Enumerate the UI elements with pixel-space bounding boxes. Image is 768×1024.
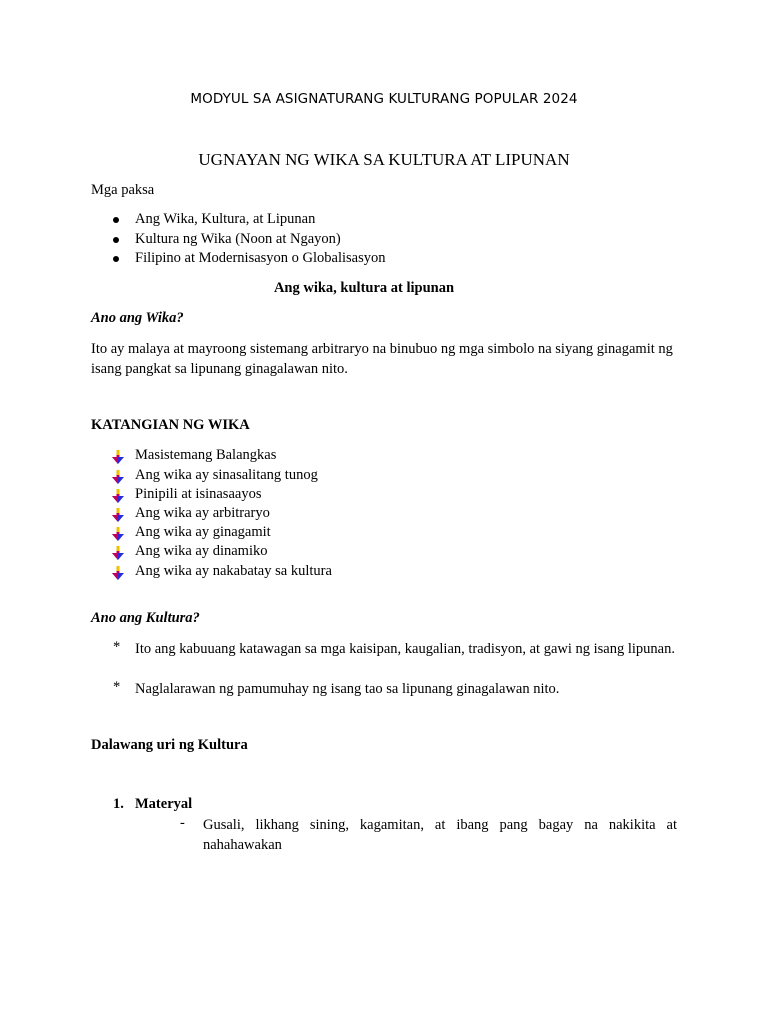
topic-item: Filipino at Modernisasyon o Globalisasyon <box>91 250 677 270</box>
topics-label: Mga paksa <box>91 182 155 198</box>
katangian-item: Masistemang Balangkas <box>91 447 677 467</box>
asterisk-bullet-icon: * <box>113 679 121 695</box>
katangian-item: Ang wika ay sinasalitang tunog <box>91 467 677 487</box>
uri-item-label: Materyal <box>135 796 193 812</box>
bullet-icon <box>113 256 119 262</box>
kultura-question: Ano ang Kultura? <box>91 610 200 626</box>
page-title: UGNAYAN NG WIKA SA KULTURA AT LIPUNAN <box>198 150 570 169</box>
arrow-bullet-icon <box>112 546 124 560</box>
uri-item <box>91 796 677 816</box>
uri-heading: Dalawang uri ng Kultura <box>91 737 248 753</box>
katangian-item: Ang wika ay arbitraryo <box>91 505 677 525</box>
topic-item: Kultura ng Wika (Noon at Ngayon) <box>91 231 677 251</box>
arrow-bullet-icon <box>112 489 124 503</box>
arrow-bullet-icon <box>112 566 124 580</box>
asterisk-bullet-icon: * <box>113 639 121 655</box>
item-number: 1. <box>113 796 124 812</box>
kultura-item: * Naglalarawan ng pamumuhay ng isang tao sa lipunang ginagalawan nito. <box>113 679 560 697</box>
topic-item: Ang Wika, Kultura, at Lipunan <box>91 211 677 231</box>
bullet-icon <box>113 217 119 223</box>
katangian-item: Pinipili at isinasaayos <box>91 486 677 506</box>
dash-bullet-icon: - <box>180 815 185 831</box>
bullet-icon <box>113 237 119 243</box>
wika-definition: Ito ay malaya at mayroong sistemang arbitraryo na binubuo ng mga simbolo na siyang ginagamit ng isang pangkat sa lipunang ginagalawan nito. <box>91 341 673 377</box>
section-heading: Ang wika, kultura at lipunan <box>273 280 455 296</box>
uri-item-description: - Gusali, likhang sining, kagamitan, at ibang pang bagay na nakikita at nahahawakan <box>180 815 677 853</box>
arrow-bullet-icon <box>112 508 124 522</box>
katangian-item: Ang wika ay nakabatay sa kultura <box>91 563 677 583</box>
document-header: MODYUL SA ASIGNATURANG KULTURANG POPULAR 2024 <box>190 91 578 107</box>
arrow-bullet-icon <box>112 527 124 541</box>
katangian-item: Ang wika ay dinamiko <box>91 543 677 563</box>
arrow-bullet-icon <box>112 470 124 484</box>
arrow-bullet-icon <box>112 450 124 464</box>
kultura-item: * Ito ang kabuuang katawagan sa mga kaisipan, kaugalian, tradisyon, at gawi ng isang lipunan. <box>113 639 675 657</box>
katangian-heading: KATANGIAN NG WIKA <box>91 417 250 433</box>
wika-question: Ano ang Wika? <box>91 310 184 326</box>
katangian-item: Ang wika ay ginagamit <box>91 524 677 544</box>
